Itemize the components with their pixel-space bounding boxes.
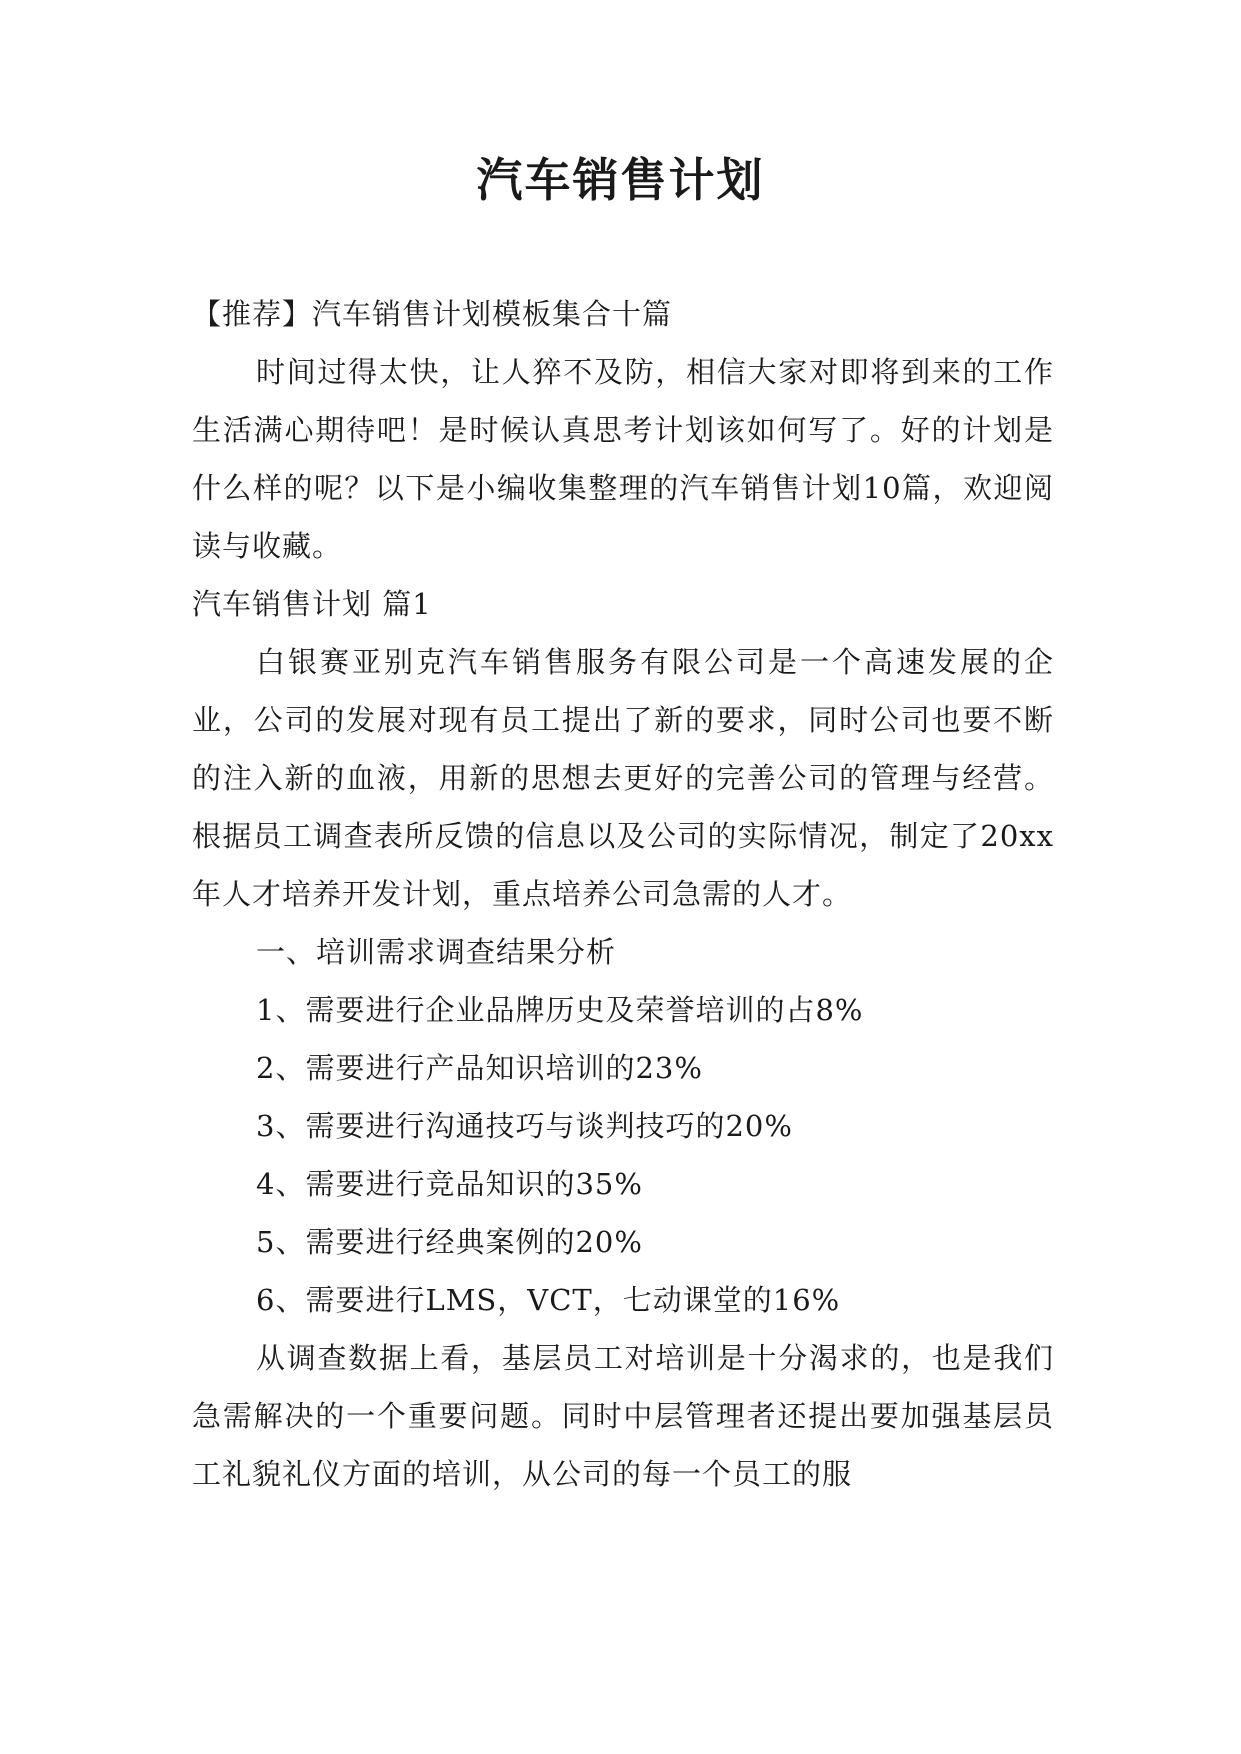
section-heading: 汽车销售计划 篇1 xyxy=(192,587,432,621)
document-body xyxy=(192,285,1054,1503)
list-item: 1、需要进行企业品牌历史及荣誉培训的占8% xyxy=(256,993,864,1027)
company-paragraph: 白银赛亚别克汽车销售服务有限公司是一个高速发展的企业，公司的发展对现有员工提出了新的要求，同时公司也要不断的注入新的血液，用新的思想去更好的完善公司的管理与经营。根据员工调查表所反馈的信息以及公司的实际情况，制定了20xx年人才培养开发计划，重点培养公司急需的人才。 xyxy=(192,645,1054,911)
list-item: 6、需要进行LMS，VCT，七动课堂的16% xyxy=(256,1283,841,1317)
document-title: 汽车销售计划 xyxy=(476,153,765,207)
list-item: 2、需要进行产品知识培训的23% xyxy=(256,1051,703,1085)
list-item: 4、需要进行竞品知识的35% xyxy=(256,1167,643,1201)
subsection-heading: 一、培训需求调查结果分析 xyxy=(256,935,617,969)
intro-paragraph: 时间过得太快，让人猝不及防，相信大家对即将到来的工作生活满心期待吧！是时候认真思考计划该如何写了。好的计划是什么样的呢？以下是小编收集整理的汽车销售计划10篇，欢迎阅读与收藏。 xyxy=(192,355,1054,563)
list-item: 3、需要进行沟通技巧与谈判技巧的20% xyxy=(256,1109,793,1143)
list-item: 5、需要进行经典案例的20% xyxy=(256,1225,643,1259)
analysis-paragraph: 从调查数据上看，基层员工对培训是十分渴求的，也是我们急需解决的一个重要问题。同时中层管理者还提出要加强基层员工礼貌礼仪方面的培训，从公司的每一个员工的服 xyxy=(192,1341,1054,1491)
recommend-heading: 【推荐】汽车销售计划模板集合十篇 xyxy=(192,297,673,331)
